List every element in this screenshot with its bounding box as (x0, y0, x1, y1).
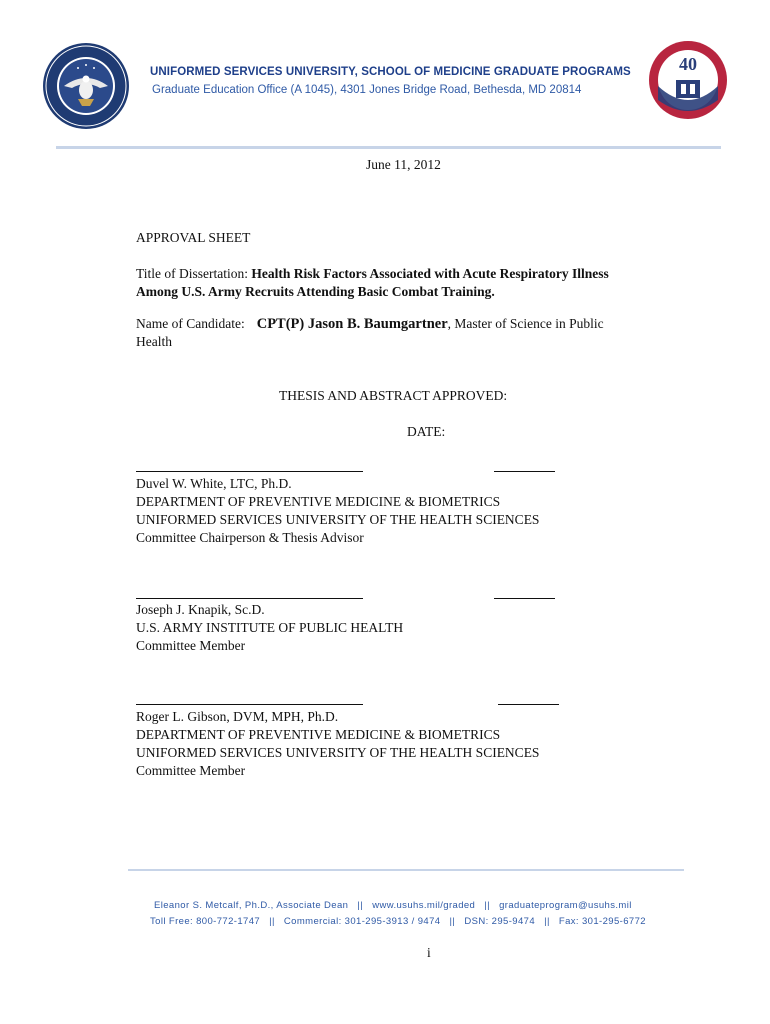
dissertation-title-part-1: Health Risk Factors Associated with Acute Respiratory Illness (251, 266, 609, 281)
signatory-role: Committee Member (136, 638, 246, 653)
dissertation-line-1 (136, 265, 609, 283)
page-title: APPROVAL SHEET (136, 230, 251, 245)
dissertation-title-part-2: Among U.S. Army Recruits Attending Basic Combat Training. (136, 284, 495, 299)
dod-seal-logo (42, 42, 130, 130)
candidate-degree-continued: Health (136, 334, 172, 349)
candidate-degree: , Master of Science in Public (447, 316, 604, 331)
date-line[interactable] (494, 471, 555, 472)
footer-contact-line-2 (150, 916, 646, 927)
signatory-name: Roger L. Gibson, DVM, MPH, Ph.D. (136, 709, 339, 724)
seal-anniversary-number: 40 (679, 54, 697, 74)
candidate-line-1 (136, 315, 604, 333)
footer-separator: || (269, 916, 275, 927)
institution-address: Graduate Education Office (A 1045), 4301 Jones Bridge Road, Bethesda, MD 20814 (152, 84, 582, 96)
footer-fax: Fax: 301-295-6772 (558, 916, 646, 927)
footer-dsn: DSN: 295-9474 (464, 916, 536, 927)
footer-divider (128, 869, 684, 871)
signatory-role: Committee Chairperson & Thesis Advisor (136, 530, 364, 545)
footer-separator: || (357, 900, 364, 911)
footer-website-link[interactable]: www.usuhs.mil/graded (372, 900, 476, 911)
footer-tollfree: Toll Free: 800-772-1747 (150, 916, 261, 927)
signature-line[interactable] (136, 471, 363, 472)
footer-separator: || (544, 916, 550, 927)
date-label: DATE: (407, 424, 446, 439)
candidate-label: Name of Candidate: (136, 316, 245, 331)
signatory-institution: UNIFORMED SERVICES UNIVERSITY OF THE HEALTH SCIENCES (136, 512, 540, 527)
signatory-role: Committee Member (136, 763, 246, 778)
footer-separator: || (449, 916, 456, 927)
header-divider (56, 146, 721, 149)
signatory-department: DEPARTMENT OF PREVENTIVE MEDICINE & BIOMETRICS (136, 727, 501, 742)
date-line[interactable] (494, 598, 555, 599)
usu-40-seal-logo (648, 40, 728, 120)
footer-dean: Eleanor S. Metcalf, Ph.D., Associate Dean (154, 900, 349, 911)
footer-contact-line-1 (154, 900, 632, 911)
footer-commercial: Commercial: 301-295-3913 / 9474 (283, 916, 441, 927)
candidate-name: CPT(P) Jason B. Baumgartner (256, 316, 448, 332)
signature-line[interactable] (136, 704, 363, 705)
institution-heading: UNIFORMED SERVICES UNIVERSITY, SCHOOL OF MEDICINE GRADUATE PROGRAMS (150, 66, 631, 78)
signatory-name: Joseph J. Knapik, Sc.D. (136, 602, 265, 617)
footer-separator: || (484, 900, 491, 911)
document-date: June 11, 2012 (366, 157, 441, 172)
signatory-institution: U.S. ARMY INSTITUTE OF PUBLIC HEALTH (136, 620, 404, 635)
signatory-department: DEPARTMENT OF PREVENTIVE MEDICINE & BIOMETRICS (136, 494, 501, 509)
page-number: i (427, 945, 431, 960)
signatory-name: Duvel W. White, LTC, Ph.D. (136, 476, 292, 491)
dissertation-label: Title of Dissertation: (136, 266, 249, 281)
approval-heading: THESIS AND ABSTRACT APPROVED: (279, 388, 508, 403)
signatory-institution: UNIFORMED SERVICES UNIVERSITY OF THE HEALTH SCIENCES (136, 745, 540, 760)
footer-email-link[interactable]: graduateprogram@usuhs.mil (499, 900, 632, 911)
signature-line[interactable] (136, 598, 363, 599)
date-line[interactable] (498, 704, 559, 705)
